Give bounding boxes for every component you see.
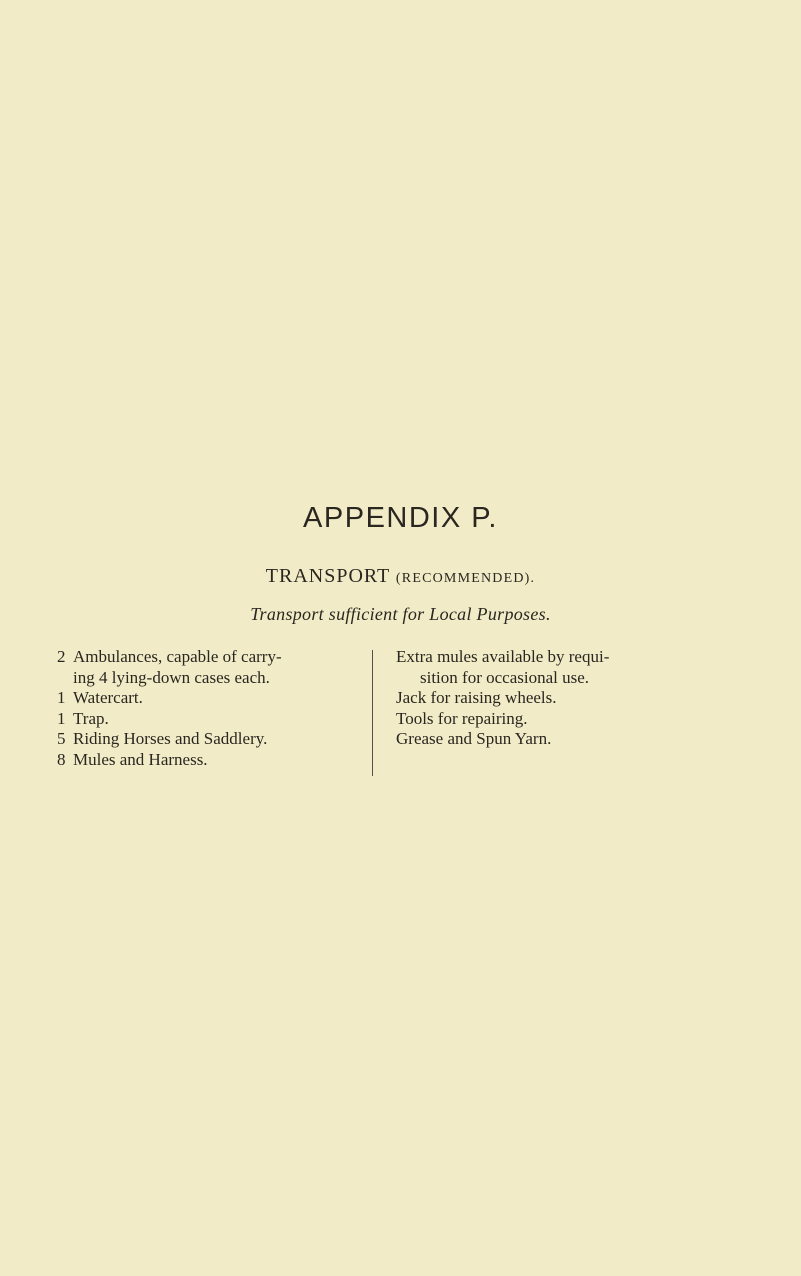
transport-list-right [396,647,716,750]
item-text: Watercart. [73,688,143,707]
appendix-title: APPENDIX P. [303,502,498,534]
list-item-trap [57,709,367,730]
list-item-ambulances [57,647,367,688]
item-text: Ambulances, capable of carry- [73,647,282,666]
list-line-tools: Tools for repairing. [396,708,528,728]
list-line-continuation: sition for occasional use. [420,667,590,687]
item-text: Mules and Harness. [73,749,208,769]
section-subtitle: Transport sufficient for Local Purposes. [250,604,551,624]
column-divider [372,650,373,776]
list-item-mules [57,750,367,771]
list-line-extra-mules: Extra mules available by requi- [396,647,610,666]
item-quantity: 2 [57,647,66,666]
item-text-continuation: ing 4 lying-down cases each. [73,667,270,687]
item-quantity: 1 [57,708,66,728]
item-text: Trap. [73,708,109,728]
transport-list-left [57,647,367,770]
list-line-jack: Jack for raising wheels. [396,688,557,707]
section-title-main: TRANSPORT [265,565,390,587]
list-line-grease: Grease and Spun Yarn. [396,729,552,748]
item-quantity: 1 [57,688,66,707]
item-quantity: 5 [57,729,66,748]
item-quantity: 8 [57,749,66,769]
list-item-watercart [57,688,367,709]
item-text: Riding Horses and Saddlery. [73,729,268,748]
section-title-parenthetical: (RECOMMENDED). [395,571,536,586]
section-title [0,565,801,588]
list-item-riding-horses [57,729,367,750]
